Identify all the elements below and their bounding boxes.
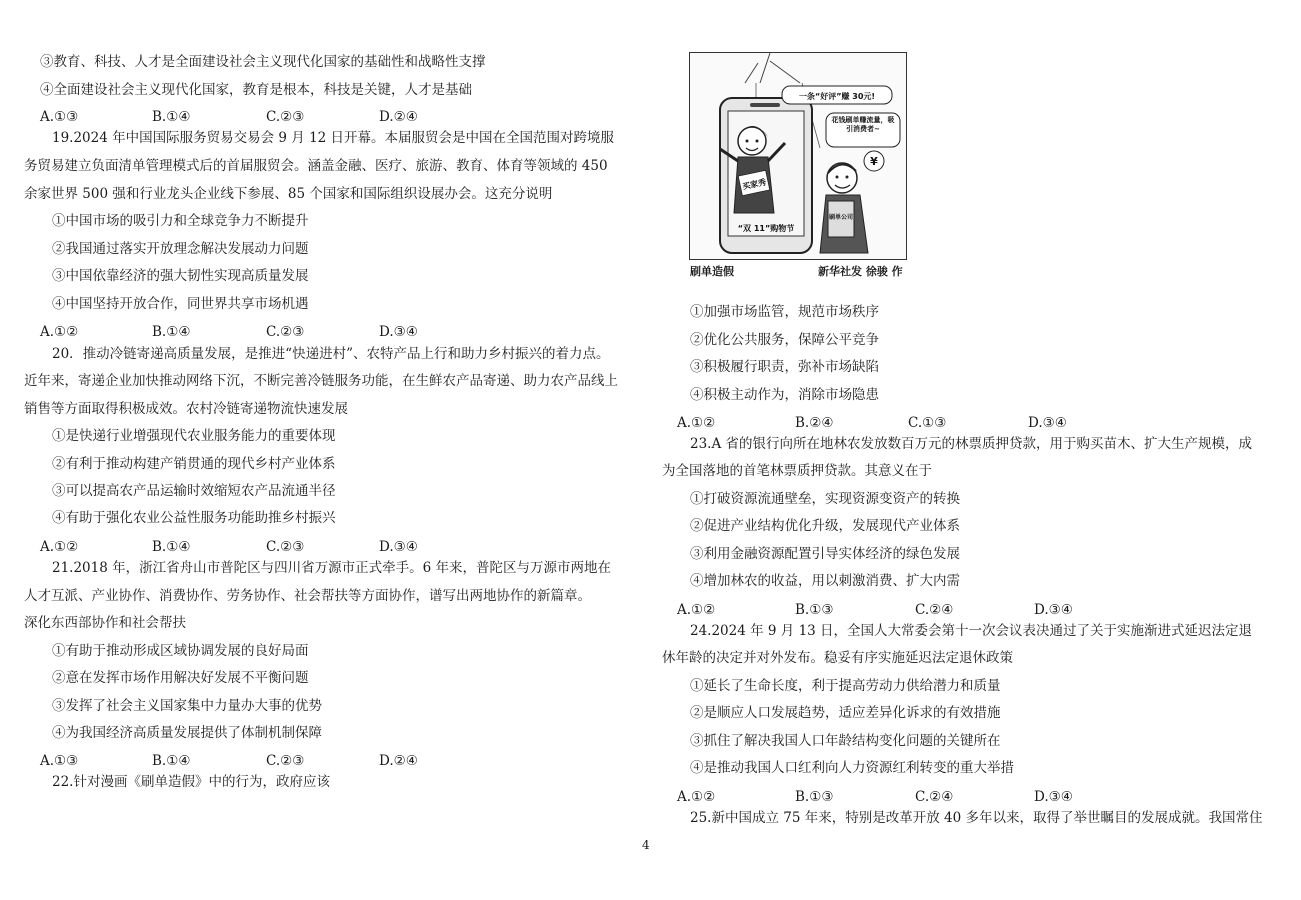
- choice-d: D.③④: [379, 324, 418, 340]
- q19-stem-line1: 19.2024 年中国国际服务贸易交易会 9 月 12 日开幕。本届服贸会是中国在全国范围对跨境服: [52, 130, 615, 146]
- q18-option-3: ③教育、科技、人才是全面建设社会主义现代化国家的基础性和战略性支撑: [40, 54, 486, 70]
- choice-d: D.③④: [1034, 789, 1073, 805]
- yen-icon: ¥: [870, 155, 878, 168]
- q23-option-4: ④增加林农的收益，用以刺激消费、扩大内需: [690, 573, 960, 589]
- choice-d: D.③④: [1034, 602, 1073, 618]
- choice-a: A.①②: [40, 324, 79, 340]
- shirt-label: 买家秀: [741, 177, 767, 192]
- choice-c: C.②③: [266, 753, 305, 769]
- choice-b: B.②④: [795, 415, 834, 431]
- speech-bubble-1: 一条“好评”赚 30元!: [798, 92, 876, 101]
- q19-stem-line2: 务贸易建立负面清单管理模式后的首届服贸会。涵盖金融、医疗、旅游、教育、体育等领域的 450: [24, 158, 608, 174]
- q21-stem-line1: 21.2018 年，浙江省舟山市普陀区与四川省万源市正式牵手。6 年来，普陀区与万源市两地在: [52, 560, 611, 576]
- q24-stem-line1: 24.2024 年 9 月 13 日，全国人大常委会第十一次会议表决通过了关于实施渐进式延迟法定退: [690, 623, 1253, 639]
- q19-option-4: ④中国坚持开放合作，同世界共享市场机遇: [52, 296, 309, 312]
- cartoon-caption-credit: 新华社发 徐骏 作: [818, 265, 903, 278]
- page-number: 4: [642, 838, 650, 852]
- q25-stem-line1: 25.新中国成立 75 年来，特别是改革开放 40 多年以来，取得了举世瞩目的发展成就。我国常住: [690, 810, 1263, 826]
- q20-stem-line3: 销售等方面取得积极成效。农村冷链寄递物流快速发展: [24, 401, 348, 417]
- q23-option-2: ②促进产业结构优化升级，发展现代产业体系: [690, 518, 960, 534]
- choice-a: A.①②: [677, 415, 716, 431]
- q24-stem-line2: 休年龄的决定并对外发布。稳妥有序实施延迟法定退休政策: [662, 650, 1013, 666]
- q24-option-4: ④是推动我国人口红利向人力资源红利转变的重大举措: [690, 760, 1014, 776]
- q23-option-1: ①打破资源流通壁垒，实现资源变资产的转换: [690, 491, 960, 507]
- choice-b: B.①④: [152, 324, 191, 340]
- q23-stem-line2: 为全国落地的首笔林票质押贷款。其意义在于: [662, 463, 932, 479]
- q22-option-2: ②优化公共服务，保障公平竞争: [690, 332, 879, 348]
- choice-d: D.③④: [1028, 415, 1067, 431]
- q22-stem: 22.针对漫画《刷单造假》中的行为，政府应该: [52, 774, 330, 790]
- q20-option-3: ③可以提高农产品运输时效缩短农产品流通半径: [52, 483, 336, 499]
- choice-d: D.②④: [379, 109, 418, 125]
- q21-stem-line2: 人才互派、产业协作、消费协作、劳务协作、社会帮扶等方面协作，谱写出两地协作的新篇章。: [24, 588, 591, 604]
- q20-option-2: ②有利于推动构建产销贯通的现代乡村产业体系: [52, 456, 336, 472]
- choice-c: C.②③: [266, 539, 305, 555]
- q23-stem-line1: 23.A 省的银行向所在地林农发放数百万元的林票质押贷款，用于购买苗木、扩大生产规模，成: [690, 436, 1253, 452]
- choice-d: D.②④: [379, 753, 418, 769]
- choice-a: A.①③: [40, 109, 79, 125]
- q22-option-4: ④积极主动作为，消除市场隐患: [690, 387, 879, 403]
- choice-c: C.②③: [266, 324, 305, 340]
- q21-option-2: ②意在发挥市场作用解决好发展不平衡问题: [52, 670, 309, 686]
- phone-label: “双 11”购物节: [737, 224, 795, 233]
- speech-bubble-2: 花钱刷单赚流量，吸引消费者~: [831, 116, 895, 133]
- choice-c: C.②③: [266, 109, 305, 125]
- cartoon-image: [689, 52, 907, 260]
- choice-b: B.①③: [795, 602, 834, 618]
- choice-b: B.①④: [152, 109, 191, 125]
- q21-option-4: ④为我国经济高质量发展提供了体制机制保障: [52, 725, 322, 741]
- q20-option-1: ①是快递行业增强现代农业服务能力的重要体现: [52, 428, 336, 444]
- q24-option-3: ③抓住了解决我国人口年龄结构变化问题的关键所在: [690, 733, 1001, 749]
- q24-option-1: ①延长了生命长度，利于提高劳动力供给潜力和质量: [690, 678, 1001, 694]
- cartoon-drawing: [690, 53, 906, 259]
- choice-d: D.③④: [379, 539, 418, 555]
- q19-stem-line3: 余家世界 500 强和行业龙头企业线下参展、85 个国家和国际组织设展办会。这充分说明: [24, 186, 553, 202]
- choice-a: A.①②: [677, 602, 716, 618]
- q21-option-3: ③发挥了社会主义国家集中力量办大事的优势: [52, 698, 322, 714]
- q20-stem-line1: 20．推动冷链寄递高质量发展，是推进“快递进村”、农特产品上行和助力乡村振兴的着力点。: [52, 346, 610, 362]
- q22-option-1: ①加强市场监管，规范市场秩序: [690, 304, 879, 320]
- q20-option-4: ④有助于强化农业公益性服务功能助推乡村振兴: [52, 510, 336, 526]
- q21-option-1: ①有助于推动形成区域协调发展的良好局面: [52, 643, 309, 659]
- choice-b: B.①④: [152, 539, 191, 555]
- cartoon-caption-title: 刷单造假: [690, 265, 734, 278]
- choice-a: A.①②: [40, 539, 79, 555]
- q20-stem-line2: 近年来，寄递企业加快推动网络下沉，不断完善冷链服务功能，在生鲜农产品寄递、助力农产品线上: [24, 373, 618, 389]
- choice-c: C.②④: [915, 789, 954, 805]
- q19-option-2: ②我国通过落实开放理念解决发展动力问题: [52, 241, 309, 257]
- q18-option-4: ④全面建设社会主义现代化国家，教育是根本，科技是关键，人才是基础: [40, 82, 472, 98]
- choice-c: C.①③: [908, 415, 947, 431]
- choice-b: B.①④: [152, 753, 191, 769]
- choice-a: A.①③: [40, 753, 79, 769]
- box-label: 刷单公司: [828, 214, 854, 221]
- choice-a: A.①②: [677, 789, 716, 805]
- q21-stem-line3: 深化东西部协作和社会帮扶: [24, 615, 186, 631]
- choice-c: C.②④: [915, 602, 954, 618]
- q22-option-3: ③积极履行职责，弥补市场缺陷: [690, 359, 879, 375]
- q19-option-3: ③中国依靠经济的强大韧性实现高质量发展: [52, 268, 309, 284]
- choice-b: B.①③: [795, 789, 834, 805]
- q23-option-3: ③利用金融资源配置引导实体经济的绿色发展: [690, 546, 960, 562]
- q24-option-2: ②是顺应人口发展趋势，适应差异化诉求的有效措施: [690, 705, 1001, 721]
- q19-option-1: ①中国市场的吸引力和全球竞争力不断提升: [52, 213, 309, 229]
